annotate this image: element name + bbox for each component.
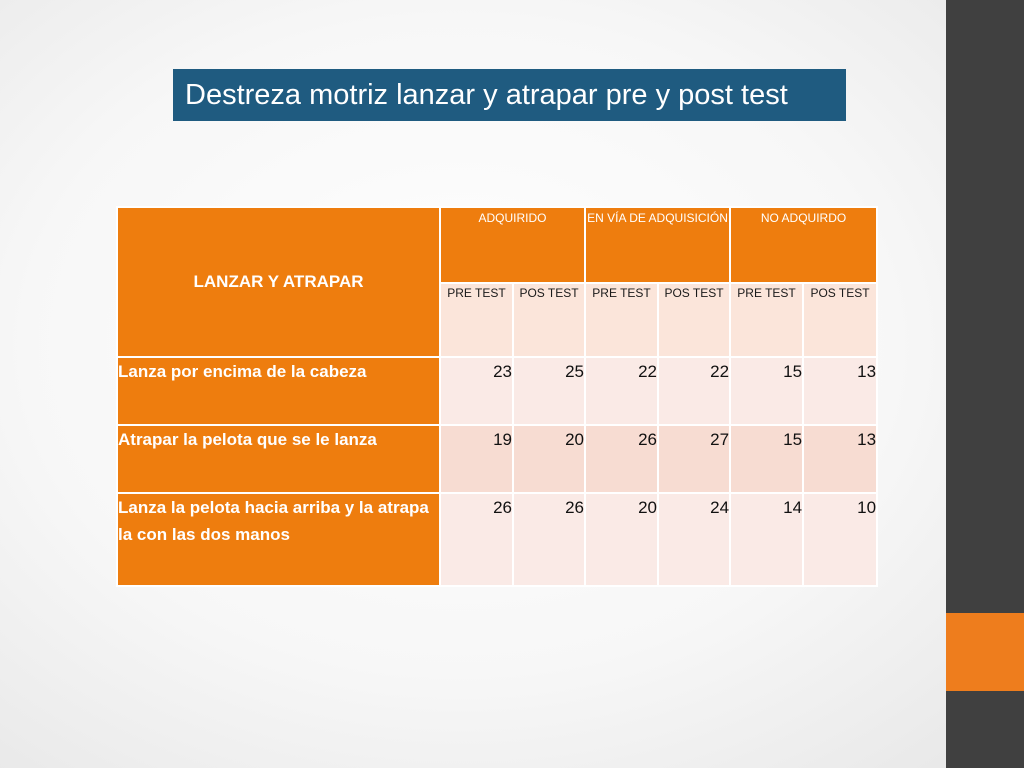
table-cell: 13	[803, 357, 877, 425]
table-cell: 26	[440, 493, 513, 586]
corner-header: LANZAR Y ATRAPAR	[117, 207, 440, 357]
table-cell: 26	[513, 493, 585, 586]
table-cell: 24	[658, 493, 730, 586]
table-cell: 15	[730, 425, 803, 493]
table-cell: 14	[730, 493, 803, 586]
table-cell: 15	[730, 357, 803, 425]
table-cell: 22	[585, 357, 658, 425]
table-row	[117, 357, 877, 425]
table-cell: 25	[513, 357, 585, 425]
results-table	[116, 206, 878, 587]
slide-title: Destreza motriz lanzar y atrapar pre y post test	[173, 69, 846, 121]
table-cell: 27	[658, 425, 730, 493]
group-header-adquirido: ADQUIRIDO	[440, 207, 585, 283]
table-cell: 19	[440, 425, 513, 493]
table-cell: 26	[585, 425, 658, 493]
sub-header-pre-test: PRE TEST	[585, 283, 658, 357]
table-cell: 22	[658, 357, 730, 425]
table-cell: 10	[803, 493, 877, 586]
table-row	[117, 425, 877, 493]
sub-header-pos-test: POS TEST	[658, 283, 730, 357]
row-label: Lanza por encima de la cabeza	[117, 357, 440, 425]
group-header-row	[117, 207, 877, 283]
table-cell: 13	[803, 425, 877, 493]
row-label: Lanza la pelota hacia arriba y la atrapa la con las dos manos	[117, 493, 440, 586]
row-label: Atrapar la pelota que se le lanza	[117, 425, 440, 493]
group-header-no-adquirido: NO ADQUIRDO	[730, 207, 877, 283]
table-cell: 20	[585, 493, 658, 586]
side-accent-block	[946, 613, 1024, 691]
group-header-en-via: EN VÍA DE ADQUISICIÓN	[585, 207, 730, 283]
table-row	[117, 493, 877, 586]
table-cell: 20	[513, 425, 585, 493]
sub-header-pos-test: POS TEST	[803, 283, 877, 357]
sub-header-pre-test: PRE TEST	[730, 283, 803, 357]
sub-header-pre-test: PRE TEST	[440, 283, 513, 357]
table-cell: 23	[440, 357, 513, 425]
sub-header-pos-test: POS TEST	[513, 283, 585, 357]
